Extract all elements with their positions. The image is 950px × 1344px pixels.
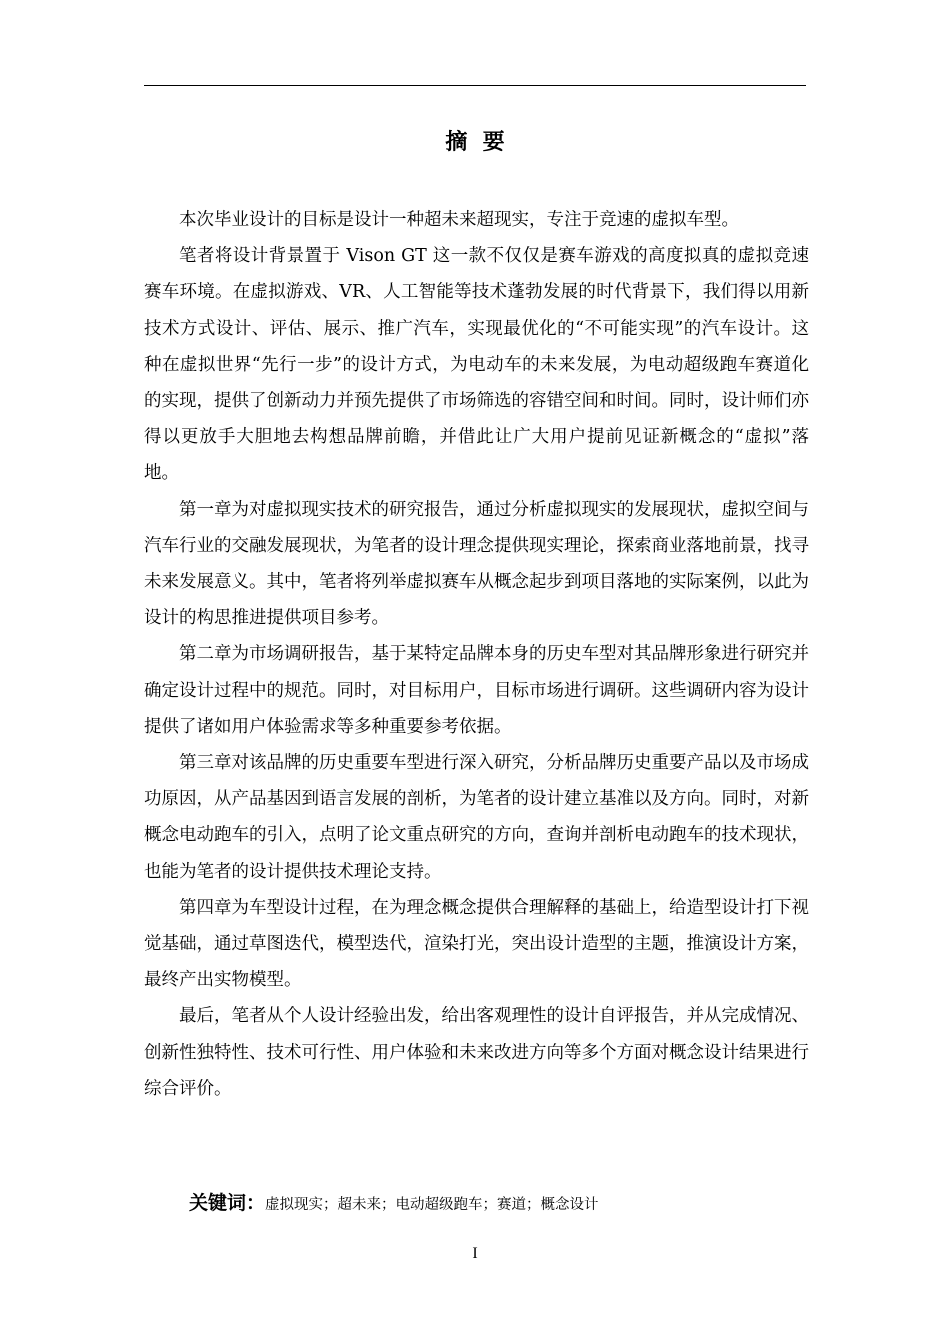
header-rule	[144, 85, 806, 86]
paragraph-5: 第三章对该品牌的历史重要车型进行深入研究，分析品牌历史重要产品以及市场成功原因，从产品基因到语言发展的剖析，为笔者的设计建立基准以及方向。同时，对新概念电动跑车的引入，点明了论文重点研究的方向，查询并剖析电动跑车的技术现状，也能为笔者的设计提供技术理论支持。	[144, 753, 809, 882]
page-title: 摘 要	[445, 130, 505, 155]
paragraph-7: 最后，笔者从个人设计经验出发，给出客观理性的设计自评报告，并从完成情况、创新性独特性、技术可行性、用户体验和未来改进方向等多个方面对概念设计结果进行综合评价。	[144, 1006, 809, 1099]
paragraph-6: 第四章为车型设计过程，在为理念概念提供合理解释的基础上，给造型设计打下视觉基础，通过草图迭代，模型迭代，渲染打光，突出设计造型的主题，推演设计方案，最终产出实物模型。	[144, 897, 809, 991]
abstract-body	[144, 202, 809, 1107]
keywords-line	[189, 1188, 809, 1220]
paragraph-4: 第二章为市场调研报告，基于某特定品牌本身的历史车型对其品牌形象进行研究并确定设计过程中的规范。同时，对目标用户，目标市场进行调研。这些调研内容为设计提供了诸如用户体验需求等多种重要参考依据。	[144, 644, 809, 737]
page-number: I	[472, 1245, 478, 1262]
paragraph-1: 本次毕业设计的目标是设计一种超未来超现实，专注于竞速的虚拟车型。	[179, 210, 739, 230]
keywords-list: 虚拟现实；超未来；电动超级跑车；赛道；概念设计	[265, 1197, 599, 1213]
paragraph-2: 笔者将设计背景置于 Vison GT 这一款不仅仅是赛车游戏的高度拟真的虚拟竞速赛车环境。在虚拟游戏、VR、人工智能等技术蓬勃发展的时代背景下，我们得以用新技术方式设计、评估、展示、推广汽车，实现最优化的“不可能实现”的汽车设计。这种在虚拟世界“先行一步”的设计方式，为电动车的未来发展，为电动超级跑车赛道化的实现，提供了创新动力并预先提供了市场筛选的容错空间和时间。同时，设计师们亦得以更放手大胆地去构想品牌前瞻，并借此让广大用户提前见证新概念的“虚拟”落地。	[144, 246, 809, 484]
paragraph-3: 第一章为对虚拟现实技术的研究报告，通过分析虚拟现实的发展现状，虚拟空间与汽车行业的交融发展现状，为笔者的设计理念提供现实理论，探索商业落地前景，找寻未来发展意义。其中，笔者将列举虚拟赛车从概念起步到项目落地的实际案例，以此为设计的构思推进提供项目参考。	[144, 499, 809, 629]
keywords-label: 关键词：	[189, 1192, 266, 1214]
